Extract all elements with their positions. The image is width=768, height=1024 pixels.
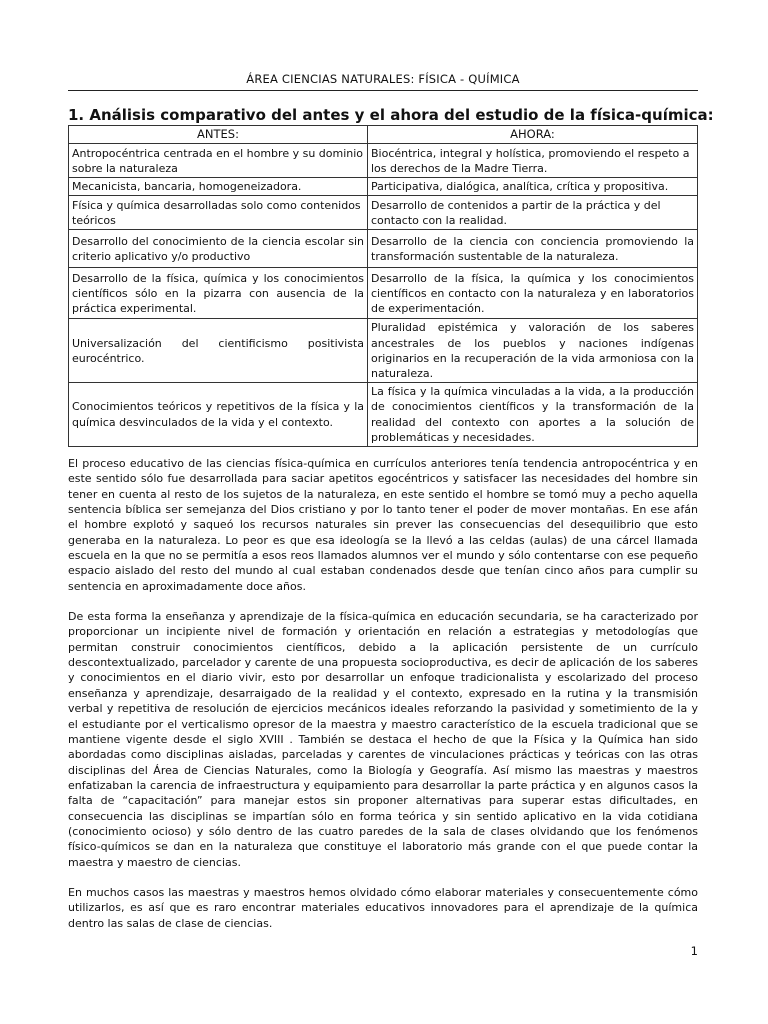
table-cell-antes: Mecanicista, bancaria, homogeneizadora. — [69, 178, 368, 196]
table-cell-antes: Universalización del cientificismo positivista eurocéntrico. — [69, 319, 368, 383]
column-header-antes: ANTES: — [69, 126, 368, 144]
table-cell-ahora: Participativa, dialógica, analítica, crítica y propositiva. — [368, 178, 698, 196]
table-cell-ahora: Desarrollo de la ciencia con conciencia promoviendo la transformación sustentable de la naturaleza. — [368, 230, 698, 268]
table-row — [69, 230, 698, 268]
table-cell-ahora: Pluralidad epistémica y valoración de los saberes ancestrales de los pueblos y naciones indígenas originarios en la recuperación de la vida armoniosa con la naturaleza. — [368, 319, 698, 383]
paragraph: De esta forma la enseñanza y aprendizaje de la física-química en educación secundaria, se ha caracterizado por proporcionar un incipiente nivel de formación y orientación en relación a estrategias y metodologías que permitan construir conocimientos científicos, debido a la aplicación persistente de un currículo descontextualizado, parcelador y carente de una propuesta socioproductiva, es decir de aplicación de los saberes y conocimientos en el diario vivir, esto por desarrollar un enfoque tradicionalista y escolarizado del proceso enseñanza y aprendizaje, desarraigado de la realidad y el contexto, expresado en la rutina y la transmisión verbal y repetitiva de resolución de ejercicios mecánicos ideales reforzando la pasividad y sometimiento de la y el estudiante por el verticalismo opresor de la maestra y maestro característico de la escuela tradicional que se mantiene vigente desde el siglo XVIII . También se destaca el hecho de que la Física y la Química han sido abordadas como disciplinas aisladas, parceladas y carentes de vinculaciones prácticas y teóricas con las otras disciplinas del Área de Ciencias Naturales, como la Biología y Geografía. Así mismo las maestras y maestros enfatizaban la carencia de infraestructura y equipamiento para desarrollar la parte práctica y en algunos casos la falta de “capacitación” para manejar estos sin proponer alternativas para superar estas dificultades, en consecuencia las disciplinas se impartían sólo en forma teórica y sin sentido aplicativo en la vida cotidiana (conocimiento ocioso) y sólo dentro de las cuatro paredes de la sala de clases olvidando que los fenómenos físico-químicos se dan en la naturaleza que constituye el laboratorio más grande con el que puede contar la maestra y maestro de ciencias. — [68, 610, 698, 869]
body-text — [68, 456, 698, 946]
table-row — [69, 178, 698, 196]
table-row — [69, 196, 698, 230]
document-title: ÁREA CIENCIAS NATURALES: FÍSICA - QUÍMICA — [68, 72, 698, 91]
table-row — [69, 383, 698, 447]
comparison-table — [68, 125, 698, 447]
table-cell-ahora: Desarrollo de contenidos a partir de la práctica y del contacto con la realidad. — [368, 196, 698, 230]
table-row — [69, 319, 698, 383]
table-cell-ahora: La física y la química vinculadas a la vida, a la producción de conocimientos científicos y la transformación de la realidad del contexto con aportes a la solución de problemáticas y necesidades. — [368, 383, 698, 447]
table-row — [69, 144, 698, 178]
table-cell-antes: Desarrollo de la física, química y los conocimientos científicos sólo en la pizarra con ausencia de la práctica experimental. — [69, 268, 368, 319]
table-row — [69, 268, 698, 319]
column-header-ahora: AHORA: — [368, 126, 698, 144]
page-number: 1 — [690, 944, 698, 958]
table-cell-antes: Desarrollo del conocimiento de la ciencia escolar sin criterio aplicativo y/o productivo — [69, 230, 368, 268]
section-heading: 1. Análisis comparativo del antes y el ahora del estudio de la física-química: — [68, 106, 714, 124]
table-cell-antes: Antropocéntrica centrada en el hombre y su dominio sobre la naturaleza — [69, 144, 368, 178]
table-cell-antes: Conocimientos teóricos y repetitivos de la física y la química desvinculados de la vida y el contexto. — [69, 383, 368, 447]
table-cell-ahora: Biocéntrica, integral y holística, promoviendo el respeto a los derechos de la Madre Tierra. — [368, 144, 698, 178]
table-header-row — [69, 126, 698, 144]
paragraph: En muchos casos las maestras y maestros hemos olvidado cómo elaborar materiales y consecuentemente cómo utilizarlos, es así que es raro encontrar materiales educativos innovadores para el aprendizaje de la química dentro las salas de clase de ciencias. — [68, 885, 698, 930]
table-cell-ahora: Desarrollo de la física, la química y los conocimientos científicos en contacto con la naturaleza y en laboratorios de experimentación. — [368, 268, 698, 319]
paragraph: El proceso educativo de las ciencias física-química en currículos anteriores tenía tendencia antropocéntrica y en este sentido sólo fue desarrollada para saciar apetitos egocéntricos y satisfacer las necesidades del hombre sin tener en cuenta al resto de los sujetos de la naturaleza, en este sentido el hombre se tomó muy a pecho aquella sentencia bíblica ser semejanza del Dios cristiano y por lo tanto tener el poder de mover montañas. En ese afán el hombre explotó y saqueó los recursos naturales sin prever las consecuencias del desequilibrio que esto generaba en la naturaleza. Lo peor es que esa ideología se la llevó a las celdas (aulas) de una cárcel llamada escuela en la que no se permitía a esos reos llamados alumnos ver el mundo y sólo contentarse con ese pequeño espacio aislado del resto del mundo al cual estaban condenados desde que tenían cinco años para cumplir su sentencia en aproximadamente doce años. — [68, 457, 698, 593]
table-cell-antes: Física y química desarrolladas solo como contenidos teóricos — [69, 196, 368, 230]
